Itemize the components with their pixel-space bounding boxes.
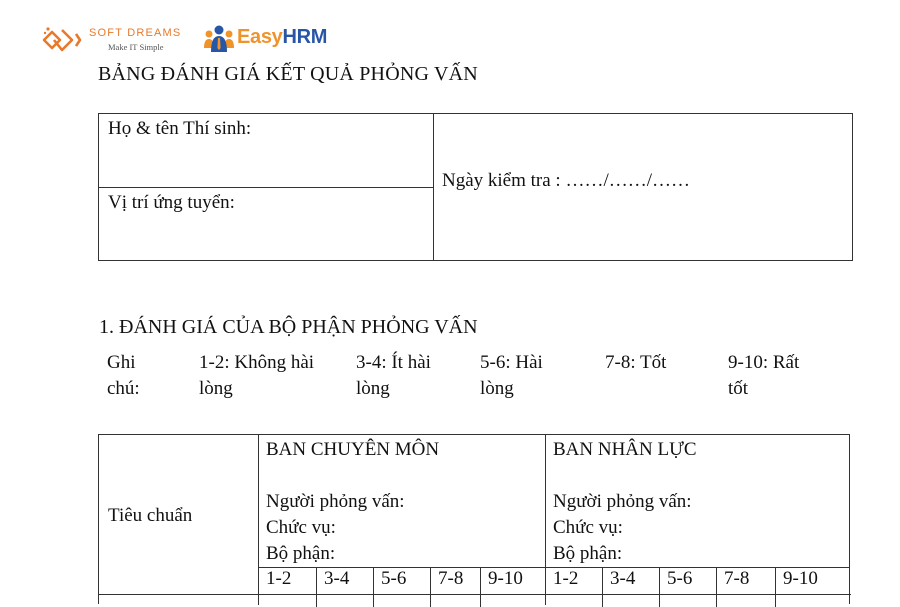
softdreams-tagline: Make IT Simple: [108, 42, 164, 52]
legend-item-line2: lòng: [356, 378, 390, 399]
dept-name: BAN NHÂN LỰC: [553, 439, 697, 460]
score-header-cm-5-6: 5-6: [381, 568, 407, 589]
job-title-field[interactable]: Chức vụ:: [266, 517, 336, 538]
legend-label-line1: Ghi: [107, 352, 136, 373]
evaluation-table: [98, 434, 850, 604]
easyhrm-name-easy: Easy: [237, 26, 283, 48]
candidate-info-table: [98, 113, 853, 261]
score-header-nl-7-8: 7-8: [724, 568, 750, 589]
legend-item-line1: 5-6: Hài: [480, 352, 543, 373]
position-cell[interactable]: [99, 188, 433, 260]
easyhrm-logo: [203, 24, 338, 56]
easyhrm-name: [237, 26, 327, 49]
legend-item-line1: 7-8: Tốt: [605, 352, 667, 373]
interviewer-field[interactable]: Người phỏng vấn:: [553, 491, 692, 512]
dept-chuyen-mon: [266, 437, 439, 567]
document-title: BẢNG ĐÁNH GIÁ KẾT QUẢ PHỎNG VẤN: [98, 63, 478, 85]
table-divider: [99, 594, 851, 595]
dept-name: BAN CHUYÊN MÔN: [266, 439, 440, 460]
legend-item-line2: tốt: [728, 378, 749, 399]
section-1-title: 1. ĐÁNH GIÁ CỦA BỘ PHẬN PHỎNG VẤN: [99, 316, 478, 338]
score-header-cm-3-4: 3-4: [324, 568, 350, 589]
score-header-nl-9-10: 9-10: [783, 568, 818, 589]
score-header-cm-7-8: 7-8: [438, 568, 464, 589]
softdreams-diamond-icon: [42, 24, 86, 56]
interviewer-field[interactable]: Người phỏng vấn:: [266, 491, 405, 512]
legend-label: [107, 350, 140, 402]
legend-item-line2: lòng: [480, 378, 514, 399]
legend-item-5-6: [480, 350, 543, 402]
department-field[interactable]: Bộ phận:: [553, 543, 623, 564]
softdreams-logo: [42, 24, 192, 56]
score-header-nl-5-6: 5-6: [667, 568, 693, 589]
score-header-cm-9-10: 9-10: [488, 568, 523, 589]
legend-item-line1: 1-2: Không hài: [199, 352, 315, 373]
legend-item-7-8: [605, 350, 666, 376]
softdreams-name: SOFT DREAMS: [89, 27, 182, 39]
test-date-field[interactable]: Ngày kiểm tra : ……/……/……: [442, 170, 691, 191]
legend-item-1-2: [199, 350, 314, 402]
candidate-name-cell[interactable]: [99, 114, 433, 188]
dept-nhan-luc: [553, 437, 697, 567]
legend-item-3-4: [356, 350, 431, 402]
legend-item-9-10: [728, 350, 799, 402]
score-header-cm-1-2: 1-2: [266, 568, 292, 589]
criteria-header: Tiêu chuẩn: [108, 505, 193, 526]
legend-item-line1: 9-10: Rất: [728, 352, 800, 373]
department-field[interactable]: Bộ phận:: [266, 543, 336, 564]
candidate-name-label: Họ & tên Thí sinh:: [108, 118, 252, 139]
legend-item-line2: lòng: [199, 378, 233, 399]
position-label: Vị trí ứng tuyển:: [108, 192, 235, 213]
score-header-nl-3-4: 3-4: [610, 568, 636, 589]
easyhrm-name-hrm: HRM: [282, 26, 328, 48]
candidate-info-left-column: [99, 114, 434, 260]
people-group-icon: [203, 24, 235, 56]
legend-label-line2: chú:: [107, 378, 140, 399]
score-header-nl-1-2: 1-2: [553, 568, 579, 589]
job-title-field[interactable]: Chức vụ:: [553, 517, 623, 538]
legend-item-line1: 3-4: Ít hài: [356, 352, 431, 373]
